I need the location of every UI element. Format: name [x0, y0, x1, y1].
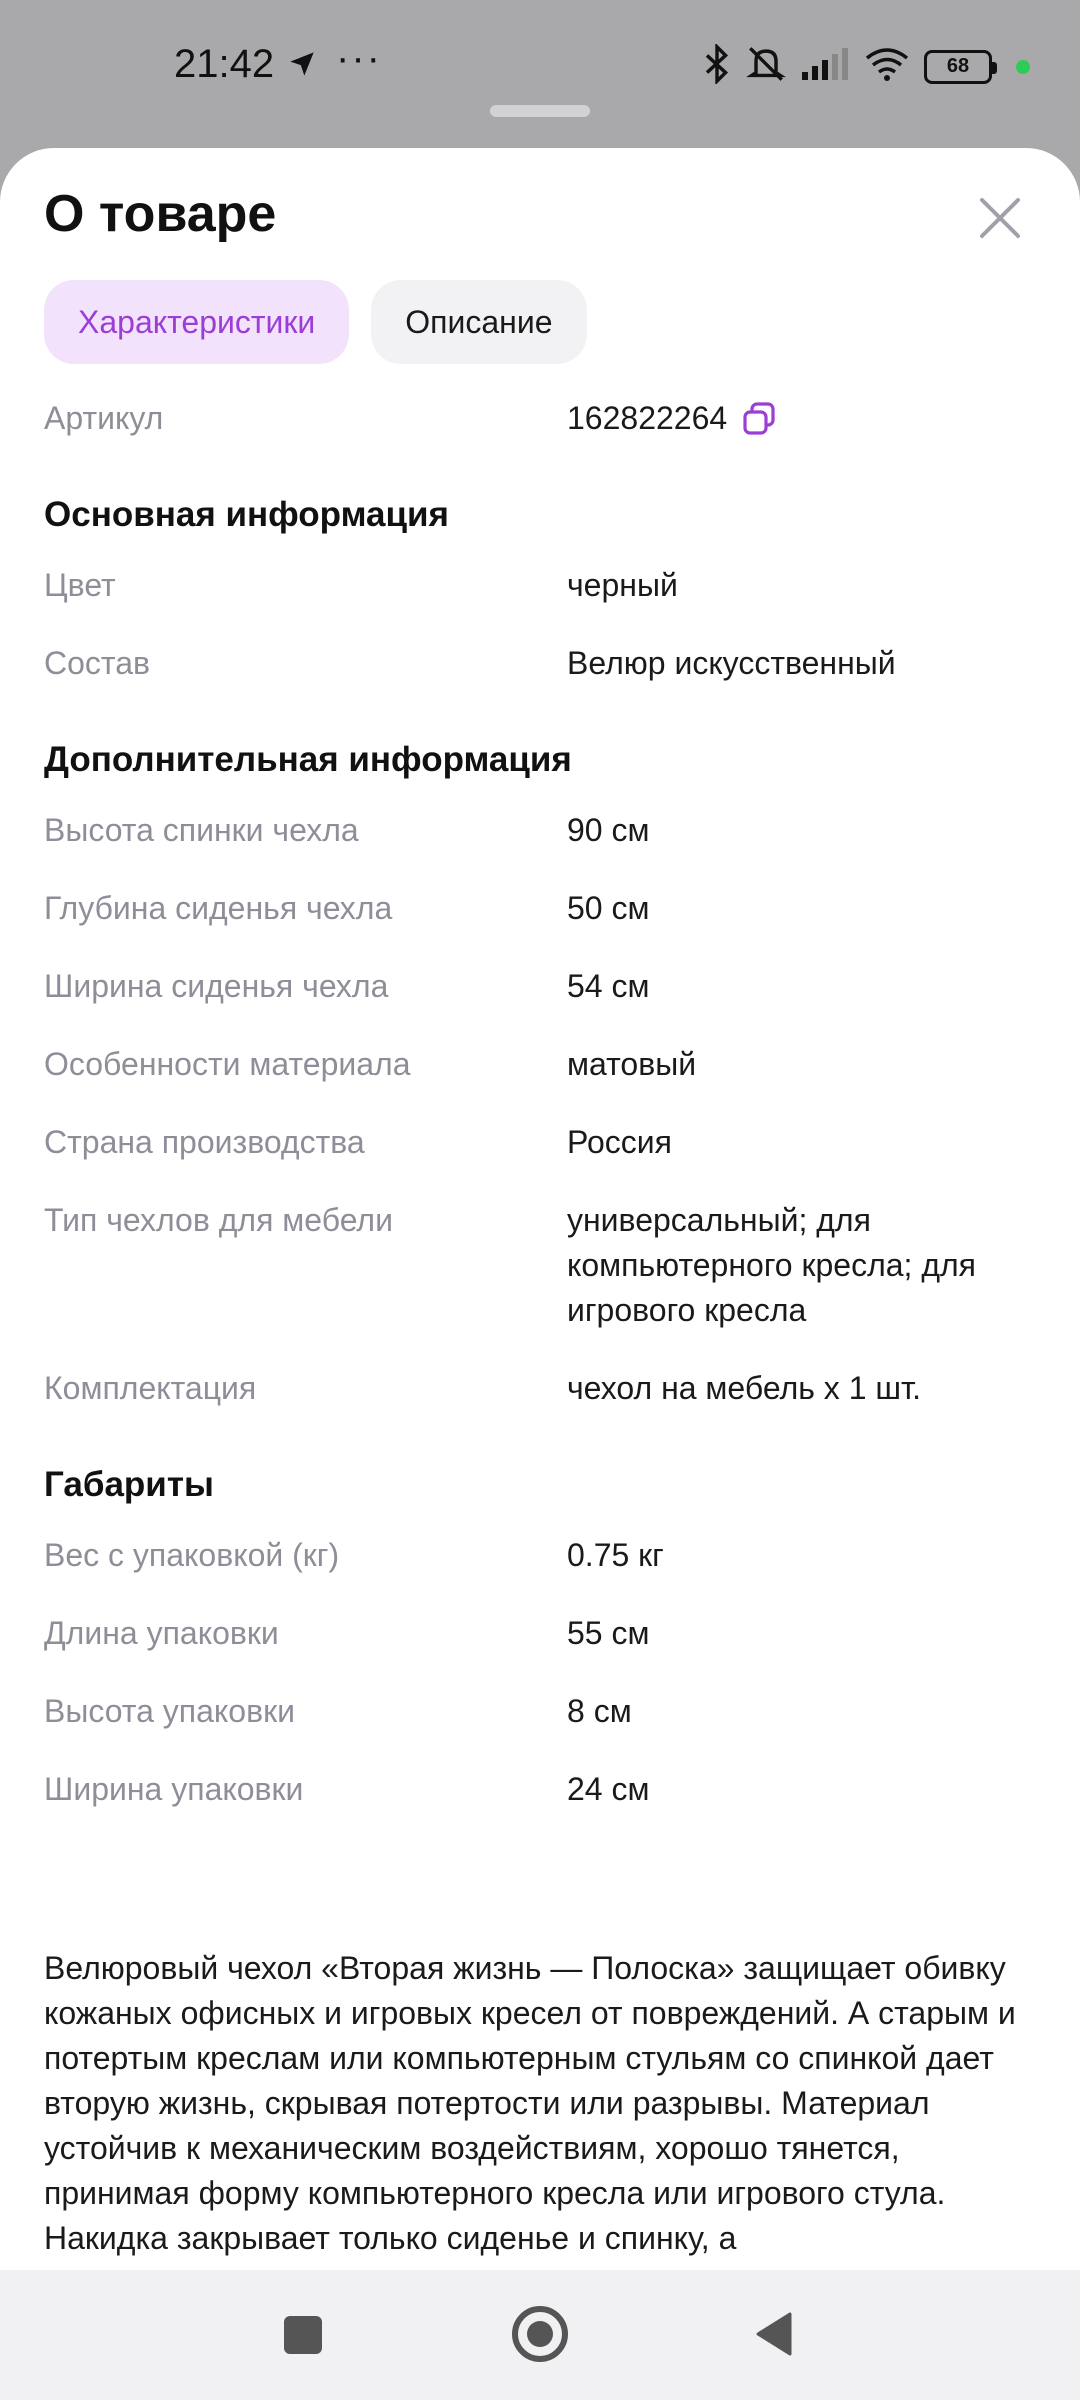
close-icon: [972, 190, 1028, 246]
spec-row: [44, 1198, 1036, 1333]
spec-row: [44, 886, 1036, 931]
characteristics-content: [44, 396, 1036, 1845]
back-triangle-icon: [754, 2310, 794, 2358]
spec-label: Длина упаковки: [44, 1615, 279, 1651]
recents-button[interactable]: [284, 2316, 322, 2354]
spec-row: [44, 1042, 1036, 1087]
section-title-main: Основная информация: [44, 495, 449, 534]
status-icons: [702, 44, 1030, 89]
spec-value: 0.75 кг: [567, 1537, 664, 1573]
back-button[interactable]: [754, 2310, 794, 2363]
spec-value: универсальный; для компьютерного кресла; для игрового кресла: [567, 1202, 976, 1328]
sheet-drag-handle[interactable]: [490, 105, 590, 117]
spec-label: Страна производства: [44, 1124, 365, 1160]
spec-row: [44, 964, 1036, 1009]
spec-row: [44, 641, 1036, 686]
spec-label: Комплектация: [44, 1370, 257, 1406]
section-title-dimensions: Габариты: [44, 1465, 214, 1504]
spec-value: 54 см: [567, 968, 650, 1004]
spec-row: [44, 563, 1036, 608]
system-nav-bar: [0, 2270, 1080, 2400]
home-button[interactable]: [512, 2306, 568, 2362]
spec-value: Россия: [567, 1124, 672, 1160]
spec-value: черный: [567, 567, 678, 603]
page-title: О товаре: [44, 185, 277, 243]
spec-row: [44, 808, 1036, 853]
spec-value: 55 см: [567, 1615, 650, 1651]
spec-label: Особенности материала: [44, 1046, 411, 1082]
status-time: 21:42: [174, 42, 275, 86]
status-bar: [0, 0, 1080, 140]
bluetooth-icon: [702, 44, 732, 89]
spec-label: Ширина упаковки: [44, 1771, 304, 1807]
spec-label: Цвет: [44, 567, 116, 603]
spec-value: 90 см: [567, 812, 650, 848]
spec-value: чехол на мебель х 1 шт.: [567, 1370, 922, 1406]
spec-row: [44, 1767, 1036, 1812]
spec-label: Тип чехлов для мебели: [44, 1202, 393, 1238]
sku-value-wrap[interactable]: [567, 396, 1027, 441]
sku-label: Артикул: [44, 400, 164, 436]
spec-label: Высота упаковки: [44, 1693, 295, 1729]
wifi-icon: [864, 46, 910, 87]
spec-label: Ширина сиденья чехла: [44, 968, 389, 1004]
spec-value: 50 см: [567, 890, 650, 926]
sku-row: [44, 396, 1036, 441]
spec-label: Состав: [44, 645, 150, 681]
spec-value: Велюр искусственный: [567, 645, 896, 681]
spec-label: Вес с упаковкой (кг): [44, 1537, 340, 1573]
battery-icon: 68: [924, 50, 992, 84]
spec-row: [44, 1611, 1036, 1656]
spec-value: 24 см: [567, 1771, 650, 1807]
location-arrow-icon: [288, 50, 316, 83]
close-button[interactable]: [972, 190, 1028, 246]
section-title-additional: Дополнительная информация: [44, 740, 572, 779]
spec-label: Глубина сиденья чехла: [44, 890, 393, 926]
tabs: [44, 280, 587, 364]
sku-value: 162822264: [567, 400, 728, 436]
spec-label: Высота спинки чехла: [44, 812, 359, 848]
mute-bell-icon: [746, 44, 786, 89]
spec-row: [44, 1366, 1036, 1411]
product-info-sheet: [0, 148, 1080, 2400]
tab-characteristics[interactable]: Характеристики: [44, 280, 349, 364]
signal-icon: [800, 46, 850, 87]
spec-value: матовый: [567, 1046, 697, 1082]
product-description: Велюровый чехол «Вторая жизнь — Полоска» защищает обивку кожаных офисных и игровых кресел от повреждений. А старым и потертым креслам или компьютерным стульям со спинкой дает вторую жизнь, скрывая потертости или разрывы. Материал устойчив к механическим воздействиям, хорошо тянется, принимая форму компьютерного кресла или игрового стула. Накидка закрывает только сиденье и спинку, а: [44, 1950, 1016, 2256]
privacy-indicator: [1016, 60, 1030, 74]
more-notifications-icon: ···: [336, 36, 382, 80]
spec-row: [44, 1120, 1036, 1165]
spec-row: [44, 1533, 1036, 1578]
tab-description[interactable]: Описание: [371, 280, 586, 364]
spec-value: 8 см: [567, 1693, 632, 1729]
spec-row: [44, 1689, 1036, 1734]
copy-icon[interactable]: [741, 401, 777, 437]
